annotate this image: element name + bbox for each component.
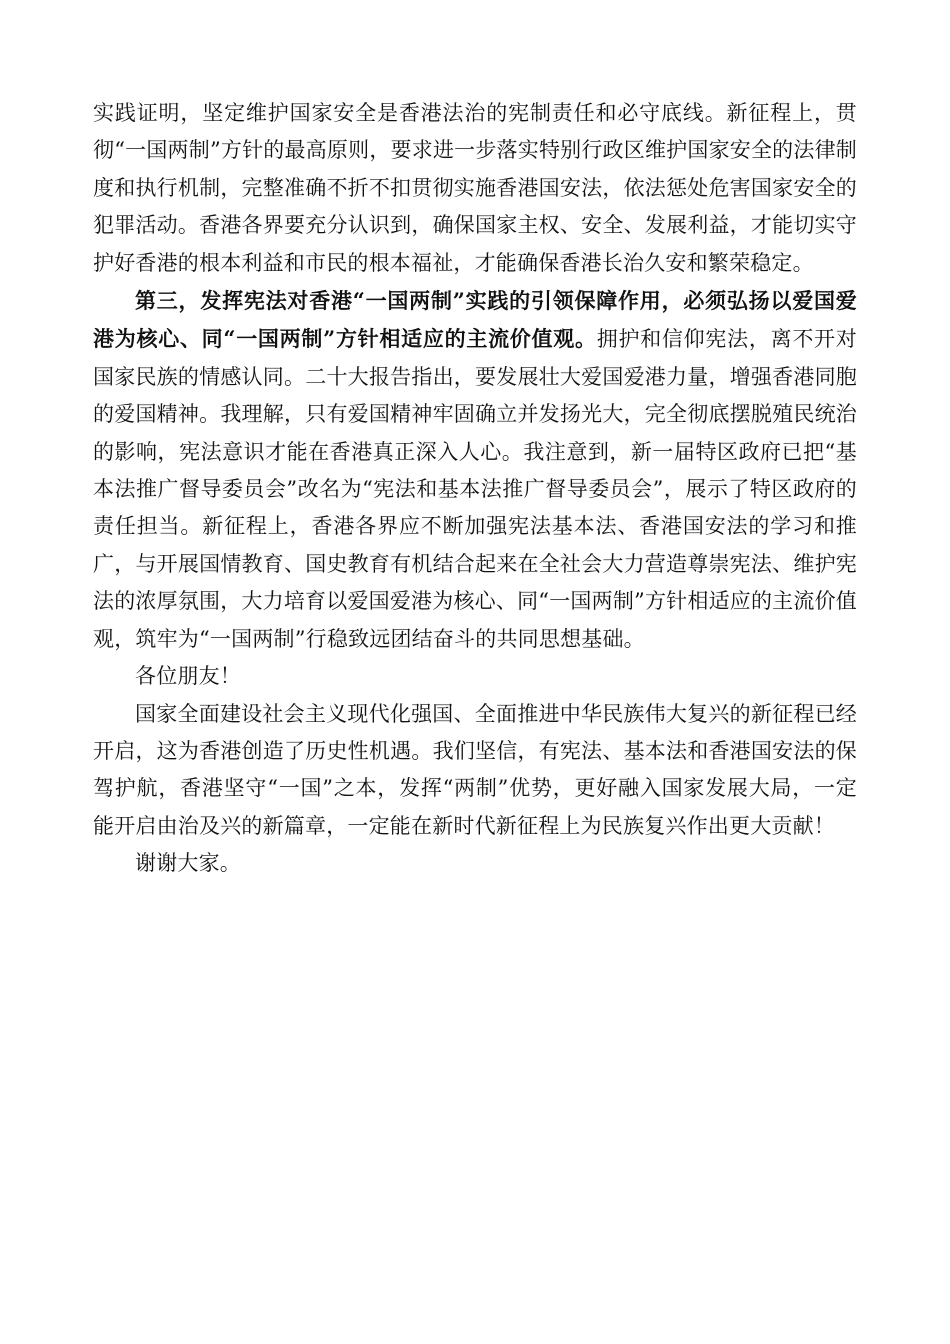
paragraph-heading-bold: 第三，发挥宪法对香港“一国两制”实践的引领保障作用，必须弘扬以爱国爱港为核心、同“一国两制”方针相适应的主流价值观。: [93, 288, 857, 352]
paragraph-closing: [93, 845, 857, 882]
paragraph-text: 拥护和信仰宪法，离不开对国家民族的情感认同。二十大报告指出，要发展壮大爱国爱港力量，增强香港同胞的爱国精神。我理解，只有爱国精神牢固确立并发扬光大，完全彻底摆脱殖民统治的影响，宪法意识才能在香港真正深入人心。我注意到，新一届特区政府已把“基本法推广督导委员会”改名为“宪法和基本法推广督导委员会”，展示了特区政府的责任担当。新征程上，香港各界应不断加强宪法基本法、香港国安法的学习和推广，与开展国情教育、国史教育有机结合起来在全社会大力营造尊崇宪法、维护宪法的浓厚氛围，大力培育以爱国爱港为核心、同“一国两制”方针相适应的主流价值观，筑牢为“一国两制”行稳致远团结奋斗的共同思想基础。: [93, 327, 857, 651]
paragraph-national-security: [93, 95, 857, 282]
paragraph-text: 国家全面建设社会主义现代化强国、全面推进中华民族伟大复兴的新征程已经开启，这为香港创造了历史性机遇。我们坚信，有宪法、基本法和香港国安法的保驾护航，香港坚守“一国”之本，发挥“两制”优势，更好融入国家发展大局，一定能开启由治及兴的新篇章，一定能在新时代新征程上为民族复兴作出更大贡献！: [93, 701, 857, 838]
document-body: [93, 95, 857, 883]
paragraph-text: 实践证明，坚定维护国家安全是香港法治的宪制责任和必守底线。新征程上，贯彻“一国两制”方针的最高原则，要求进一步落实特别行政区维护国家安全的法律制度和执行机制，完整准确不折不扣贯彻实施香港国安法，依法惩处危害国家安全的犯罪活动。香港各界要充分认识到，确保国家主权、安全、发展利益，才能切实守护好香港的根本利益和市民的根本福祉，才能确保香港长治久安和繁荣稳定。: [93, 101, 857, 275]
paragraph-greeting: [93, 658, 857, 695]
paragraph-conclusion: [93, 696, 857, 846]
paragraph-text: 各位朋友！: [135, 664, 241, 689]
paragraph-text: 谢谢大家。: [135, 851, 241, 876]
paragraph-third-point: [93, 282, 857, 658]
